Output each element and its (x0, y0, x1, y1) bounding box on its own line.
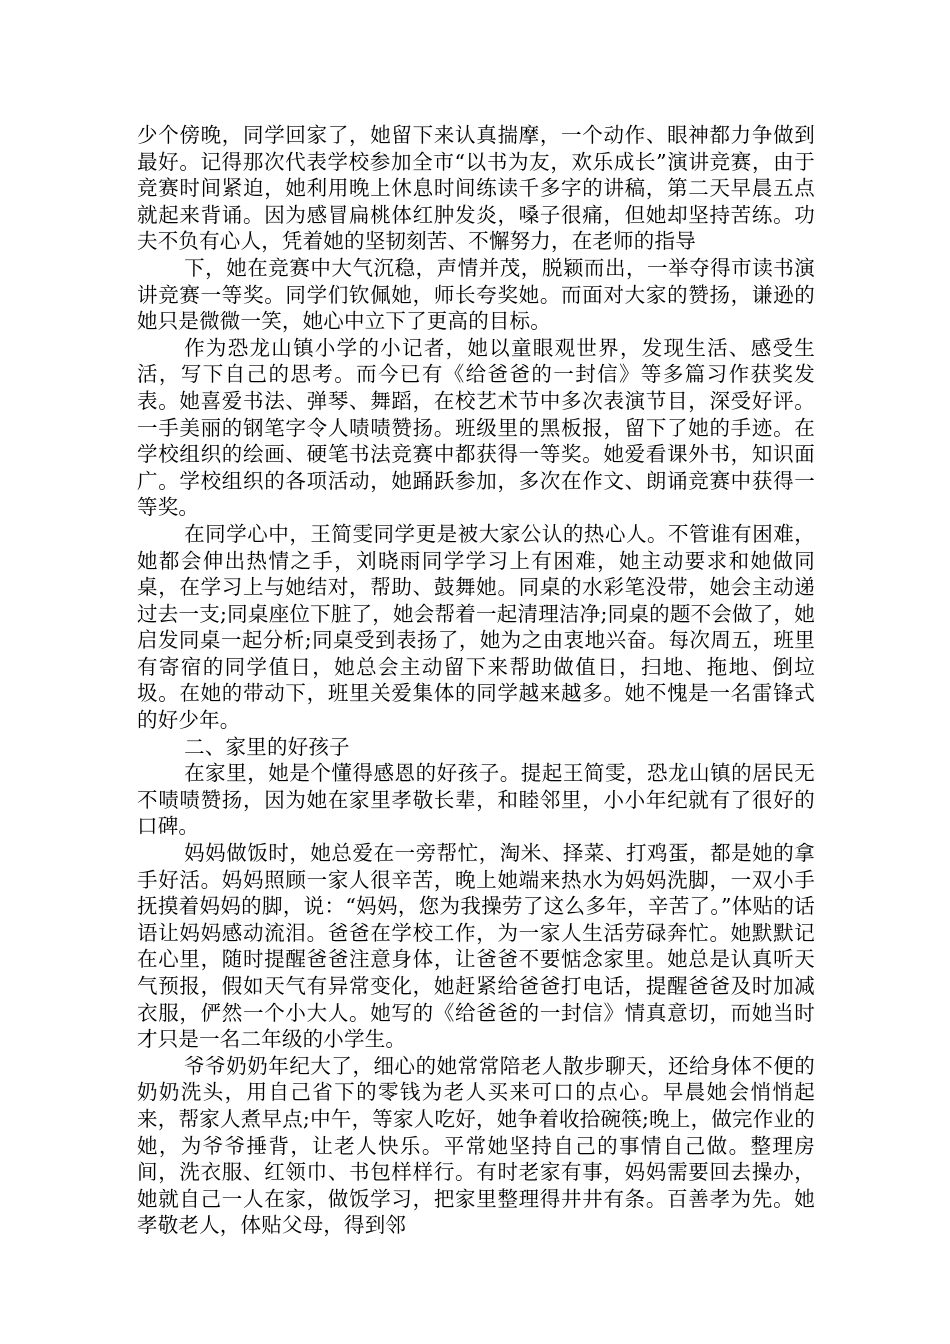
section-heading: 二、家里的好孩子 (184, 734, 350, 759)
paragraph-3: 作为恐龙山镇小学的小记者，她以童眼观世界，发现生活、感受生活，写下自己的思考。而今已有《给爸爸的一封信》等多篇习作获奖发表。她喜爱书法、弹琴、舞蹈，在校艺术节中多次表演节目，深受好评。一手美丽的钢笔字令人啧啧赞扬。班级里的黑板报，留下了她的手迹。在学校组织的绘画、硬笔书法竞赛中都获得一等奖。她爱看课外书，知识面广。学校组织的各项活动，她踊跃参加，多次在作文、朗诵竞赛中获得一等奖。 (137, 335, 815, 520)
paragraph-1: 少个傍晚，同学回家了，她留下来认真揣摩，一个动作、眼神都力争做到最好。记得那次代表学校参加全市“以书为友，欢乐成长”演讲竞赛，由于竞赛时间紧迫，她利用晚上休息时间练读千多字的讲稿，第二天早晨五点就起来背诵。因为感冒扁桃体红肿发炎，嗓子很痛，但她却坚持苦练。功夫不负有心人，凭着她的坚韧刻苦、不懈努力，在老师的指导 (137, 123, 815, 254)
document-page (137, 122, 815, 1239)
paragraph-4: 在同学心中，王简雯同学更是被大家公认的热心人。不管谁有困难，她都会伸出热情之手，刘晓雨同学学习上有困难，她主动要求和她做同桌，在学习上与她结对，帮助、鼓舞她。同桌的水彩笔没带，她会主动递过去一支;同桌座位下脏了，她会帮着一起清理洁净;同桌的题不会做了，她启发同桌一起分析;同桌受到表扬了，她为之由衷地兴奋。每次周五，班里有寄宿的同学值日，她总会主动留下来帮助做值日，扫地、拖地、倒垃圾。在她的带动下，班里关爱集体的同学越来越多。她不愧是一名雷锋式的好少年。 (137, 521, 815, 733)
paragraph-5: 在家里，她是个懂得感恩的好孩子。提起王简雯，恐龙山镇的居民无不啧啧赞扬，因为她在家里孝敬长辈，和睦邻里，小小年纪就有了很好的口碑。 (137, 761, 815, 839)
paragraph-6: 妈妈做饭时，她总爱在一旁帮忙，淘米、择菜、打鸡蛋，都是她的拿手好活。妈妈照顾一家人很辛苦，晚上她端来热水为妈妈洗脚，一双小手抚摸着妈妈的脚，说：“妈妈，您为我操劳了这么多年，辛苦了。”体贴的话语让妈妈感动流泪。爸爸在学校工作，为一家人生活劳碌奔忙。她默默记在心里，随时提醒爸爸注意身体，让爸爸不要惦念家里。她总是认真听天气预报，假如天气有异常变化，她赶紧给爸爸打电话，提醒爸爸及时加减衣服，俨然一个小大人。她写的《给爸爸的一封信》情真意切，而她当时才只是一名二年级的小学生。 (137, 841, 815, 1052)
paragraph-7: 爷爷奶奶年纪大了，细心的她常常陪老人散步聊天，还给身体不便的奶奶洗头，用自己省下的零钱为老人买来可口的点心。早晨她会悄悄起来，帮家人煮早点;中午，等家人吃好，她争着收拾碗筷;晚上，做完作业的她，为爷爷捶背，让老人快乐。平常她坚持自己的事情自己做。整理房间，洗衣服、红领巾、书包样样行。有时老家有事，妈妈需要回去操办，她就自己一人在家，做饭学习，把家里整理得井井有条。百善孝为先。她孝敬老人，体贴父母，得到邻 (137, 1053, 815, 1238)
paragraph-2: 下，她在竞赛中大气沉稳，声情并茂，脱颖而出，一举夺得市读书演讲竞赛一等奖。同学们钦佩她，师长夸奖她。而面对大家的赞扬，谦逊的她只是微微一笑，她心中立下了更高的目标。 (137, 255, 815, 334)
